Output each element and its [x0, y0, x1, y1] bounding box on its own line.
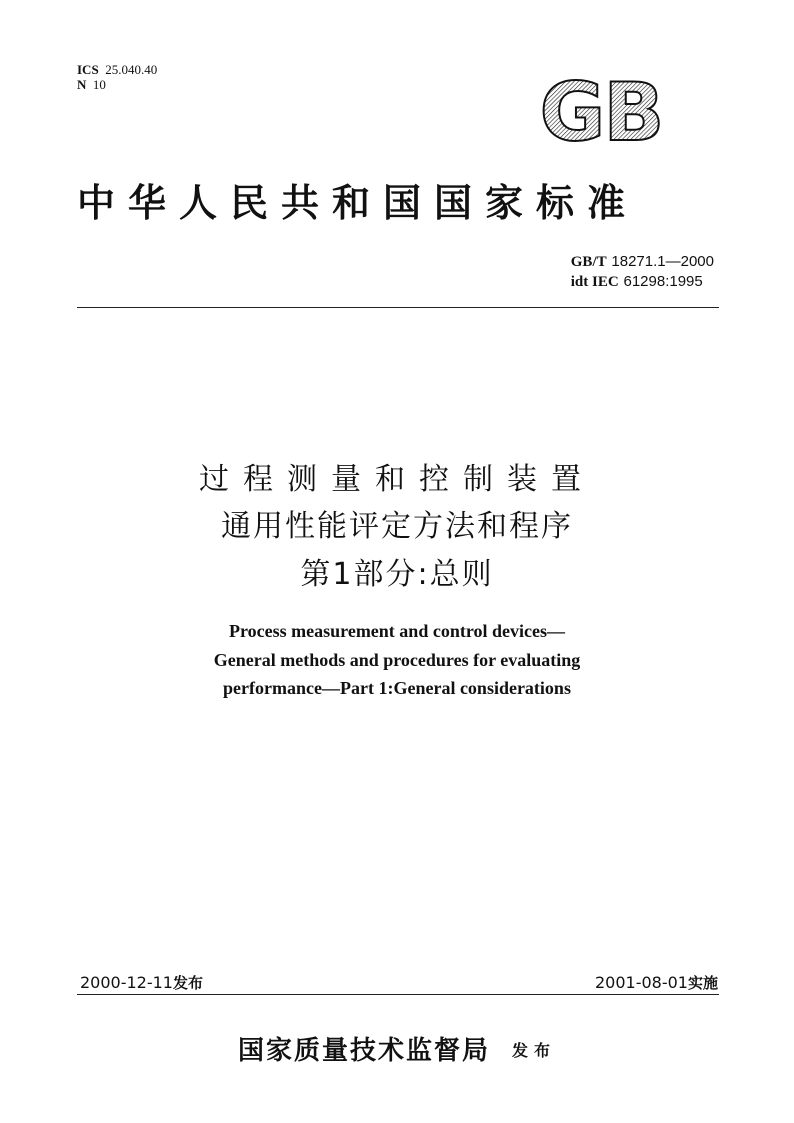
issue-date: 2000-12-11发布: [80, 973, 203, 992]
title-en-line2: General methods and procedures for evaluating: [213, 649, 581, 670]
issuer: [0, 1030, 794, 1067]
issue-label: 发布: [172, 974, 203, 992]
issuer-publish-label: 发布: [512, 1041, 557, 1060]
classification-block: [77, 62, 157, 92]
effective-date: 2001-08-01实施: [595, 973, 718, 992]
std-number: 18271.1—2000: [611, 253, 714, 270]
title-cn-line1: 过程测量和控制装置: [199, 462, 595, 497]
svg-text:GB: GB: [539, 70, 663, 148]
ics-line: ICS 25.040.40: [77, 62, 158, 77]
national-standard-title: 中华人民共和国国家标准: [77, 180, 639, 225]
standard-codes: [571, 252, 714, 292]
gb-logo-icon: [530, 70, 672, 148]
title-cn-line2: 通用性能评定方法和程序: [221, 509, 573, 544]
header-divider: [77, 307, 719, 308]
title-en-line3: performance—Part 1:General considerations: [223, 678, 571, 698]
gb-logo: [530, 70, 672, 148]
idt-line: idt IEC 61298:1995: [570, 273, 703, 290]
ics-code: 25.040.40: [105, 62, 158, 77]
std-number-line: GB/T 18271.1—2000: [570, 253, 714, 270]
effective-label: 实施: [687, 974, 718, 992]
issuer-organization: 国家质量技术监督局: [237, 1036, 490, 1066]
n-line: N 10: [77, 77, 106, 92]
title-cn-line3: 第1部分:总则: [300, 557, 494, 592]
idt-number: 61298:1995: [623, 273, 703, 290]
title-en: [0, 617, 794, 703]
n-code: 10: [92, 77, 106, 92]
footer-divider: [77, 994, 719, 995]
title-en-line1: Process measurement and control devices—: [229, 621, 565, 641]
